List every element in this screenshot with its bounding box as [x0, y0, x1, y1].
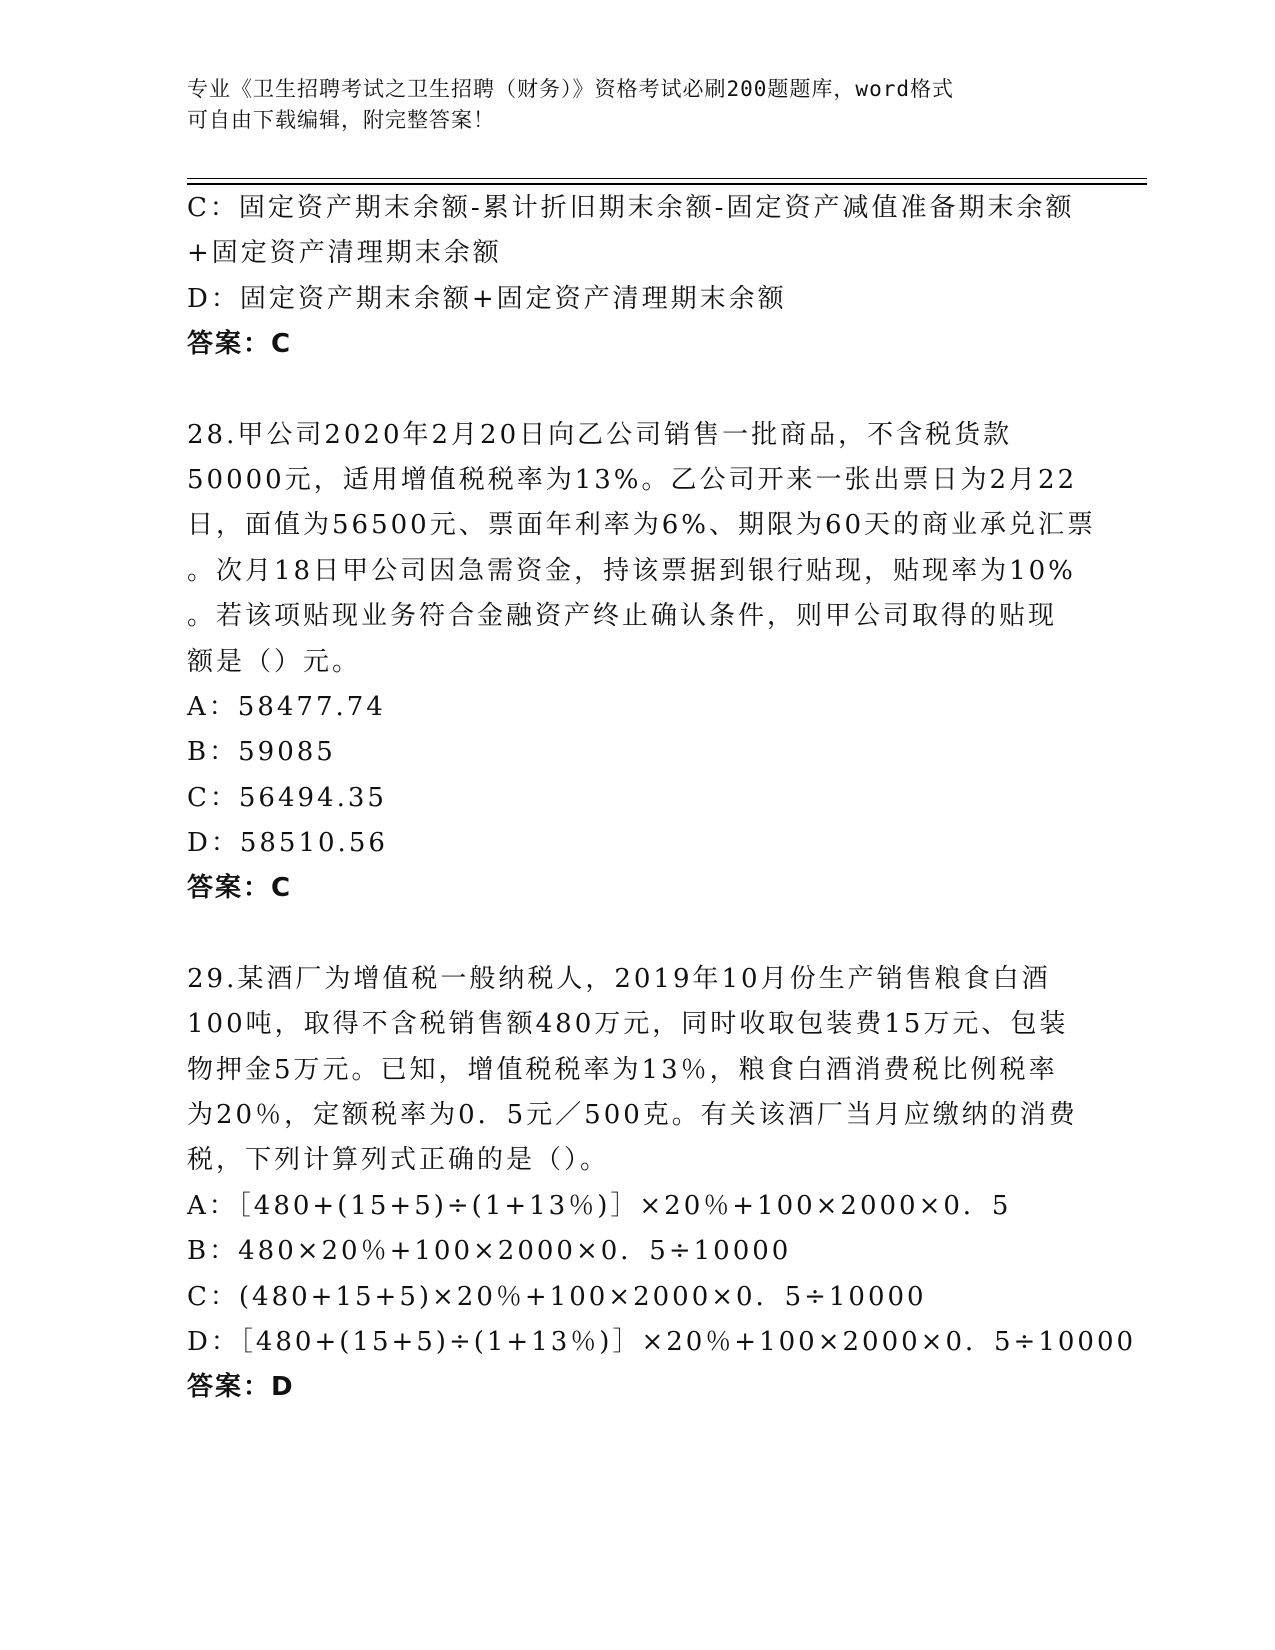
option-c: C：56494.35 — [187, 782, 387, 813]
question-text-line: 50000元，适用增值税税率为13%。乙公司开来一张出票日为2月22 — [187, 464, 1078, 495]
option-a: A：58477.74 — [187, 691, 386, 722]
question-text-line: 额是（）元。 — [187, 646, 362, 677]
spacer — [187, 368, 1087, 413]
question-text-line: 29.某酒厂为增值税一般纳税人，2019年10月份生产销售粮食白酒 — [187, 963, 1051, 994]
question-text-line: 为20％，定额税率为0．5元／500克。有关该酒厂当月应缴纳的消费 — [187, 1100, 1078, 1131]
option-d: D：［480+(15+5)÷(1+13％)］×20％+100×2000×0．5÷10000 — [187, 1326, 1137, 1357]
previous-question-tail — [187, 186, 1087, 368]
question-text-line: 。次月18日甲公司因急需资金，持该票据到银行贴现，贴现率为10% — [187, 555, 1076, 586]
option-c-line-1: C：固定资产期末余额-累计折旧期末余额-固定资产减值准备期末余额 — [187, 193, 1075, 223]
question-text-line: 日，面值为56500元、票面年利率为6%、期限为60天的商业承兑汇票 — [187, 510, 1097, 541]
question-text-line: 。若该项贴现业务符合金融资产终止确认条件，则甲公司取得的贴现 — [187, 601, 1058, 632]
question-29 — [187, 957, 1137, 1411]
question-text-line: 100吨，取得不含税销售额480万元，同时收取包装费15万元、包装 — [187, 1009, 1069, 1040]
question-text-line: 28.甲公司2020年2月20日向乙公司销售一批商品，不含税货款 — [187, 419, 1013, 450]
spacer — [187, 912, 1087, 957]
header-rule-thick — [187, 183, 1147, 185]
document-body — [187, 186, 1137, 1411]
option-a: A：［480+(15+5)÷(1+13％)］×20％+100×2000×0．5 — [187, 1190, 1012, 1221]
option-c: C：(480+15+5)×20％+100×2000×0．5÷10000 — [187, 1281, 927, 1312]
answer-label: 答案：D — [187, 1372, 295, 1403]
header-line-2: 可自由下载编辑，附完整答案！ — [187, 108, 495, 132]
question-text-line: 税，下列计算列式正确的是（）。 — [187, 1145, 610, 1176]
answer-label: 答案：C — [187, 329, 293, 360]
header-rule-thin — [187, 178, 1147, 179]
answer-label: 答案：C — [187, 873, 293, 904]
option-d: D：58510.56 — [187, 828, 388, 859]
header-line-1: 专业《卫生招聘考试之卫生招聘（财务）》资格考试必刷200题题库，word格式 — [187, 77, 954, 101]
page-header — [187, 74, 1067, 136]
option-b: B：59085 — [187, 737, 336, 768]
question-text-line: 物押金5万元。已知，增值税税率为13％，粮食白酒消费税比例税率 — [187, 1054, 1058, 1085]
option-d: D：固定资产期末余额+固定资产清理期末余额 — [187, 283, 787, 314]
option-c-line-2: +固定资产清理期末余额 — [187, 238, 502, 269]
option-b: B：480×20％+100×2000×0．5÷10000 — [187, 1236, 792, 1267]
question-28 — [187, 413, 1097, 912]
